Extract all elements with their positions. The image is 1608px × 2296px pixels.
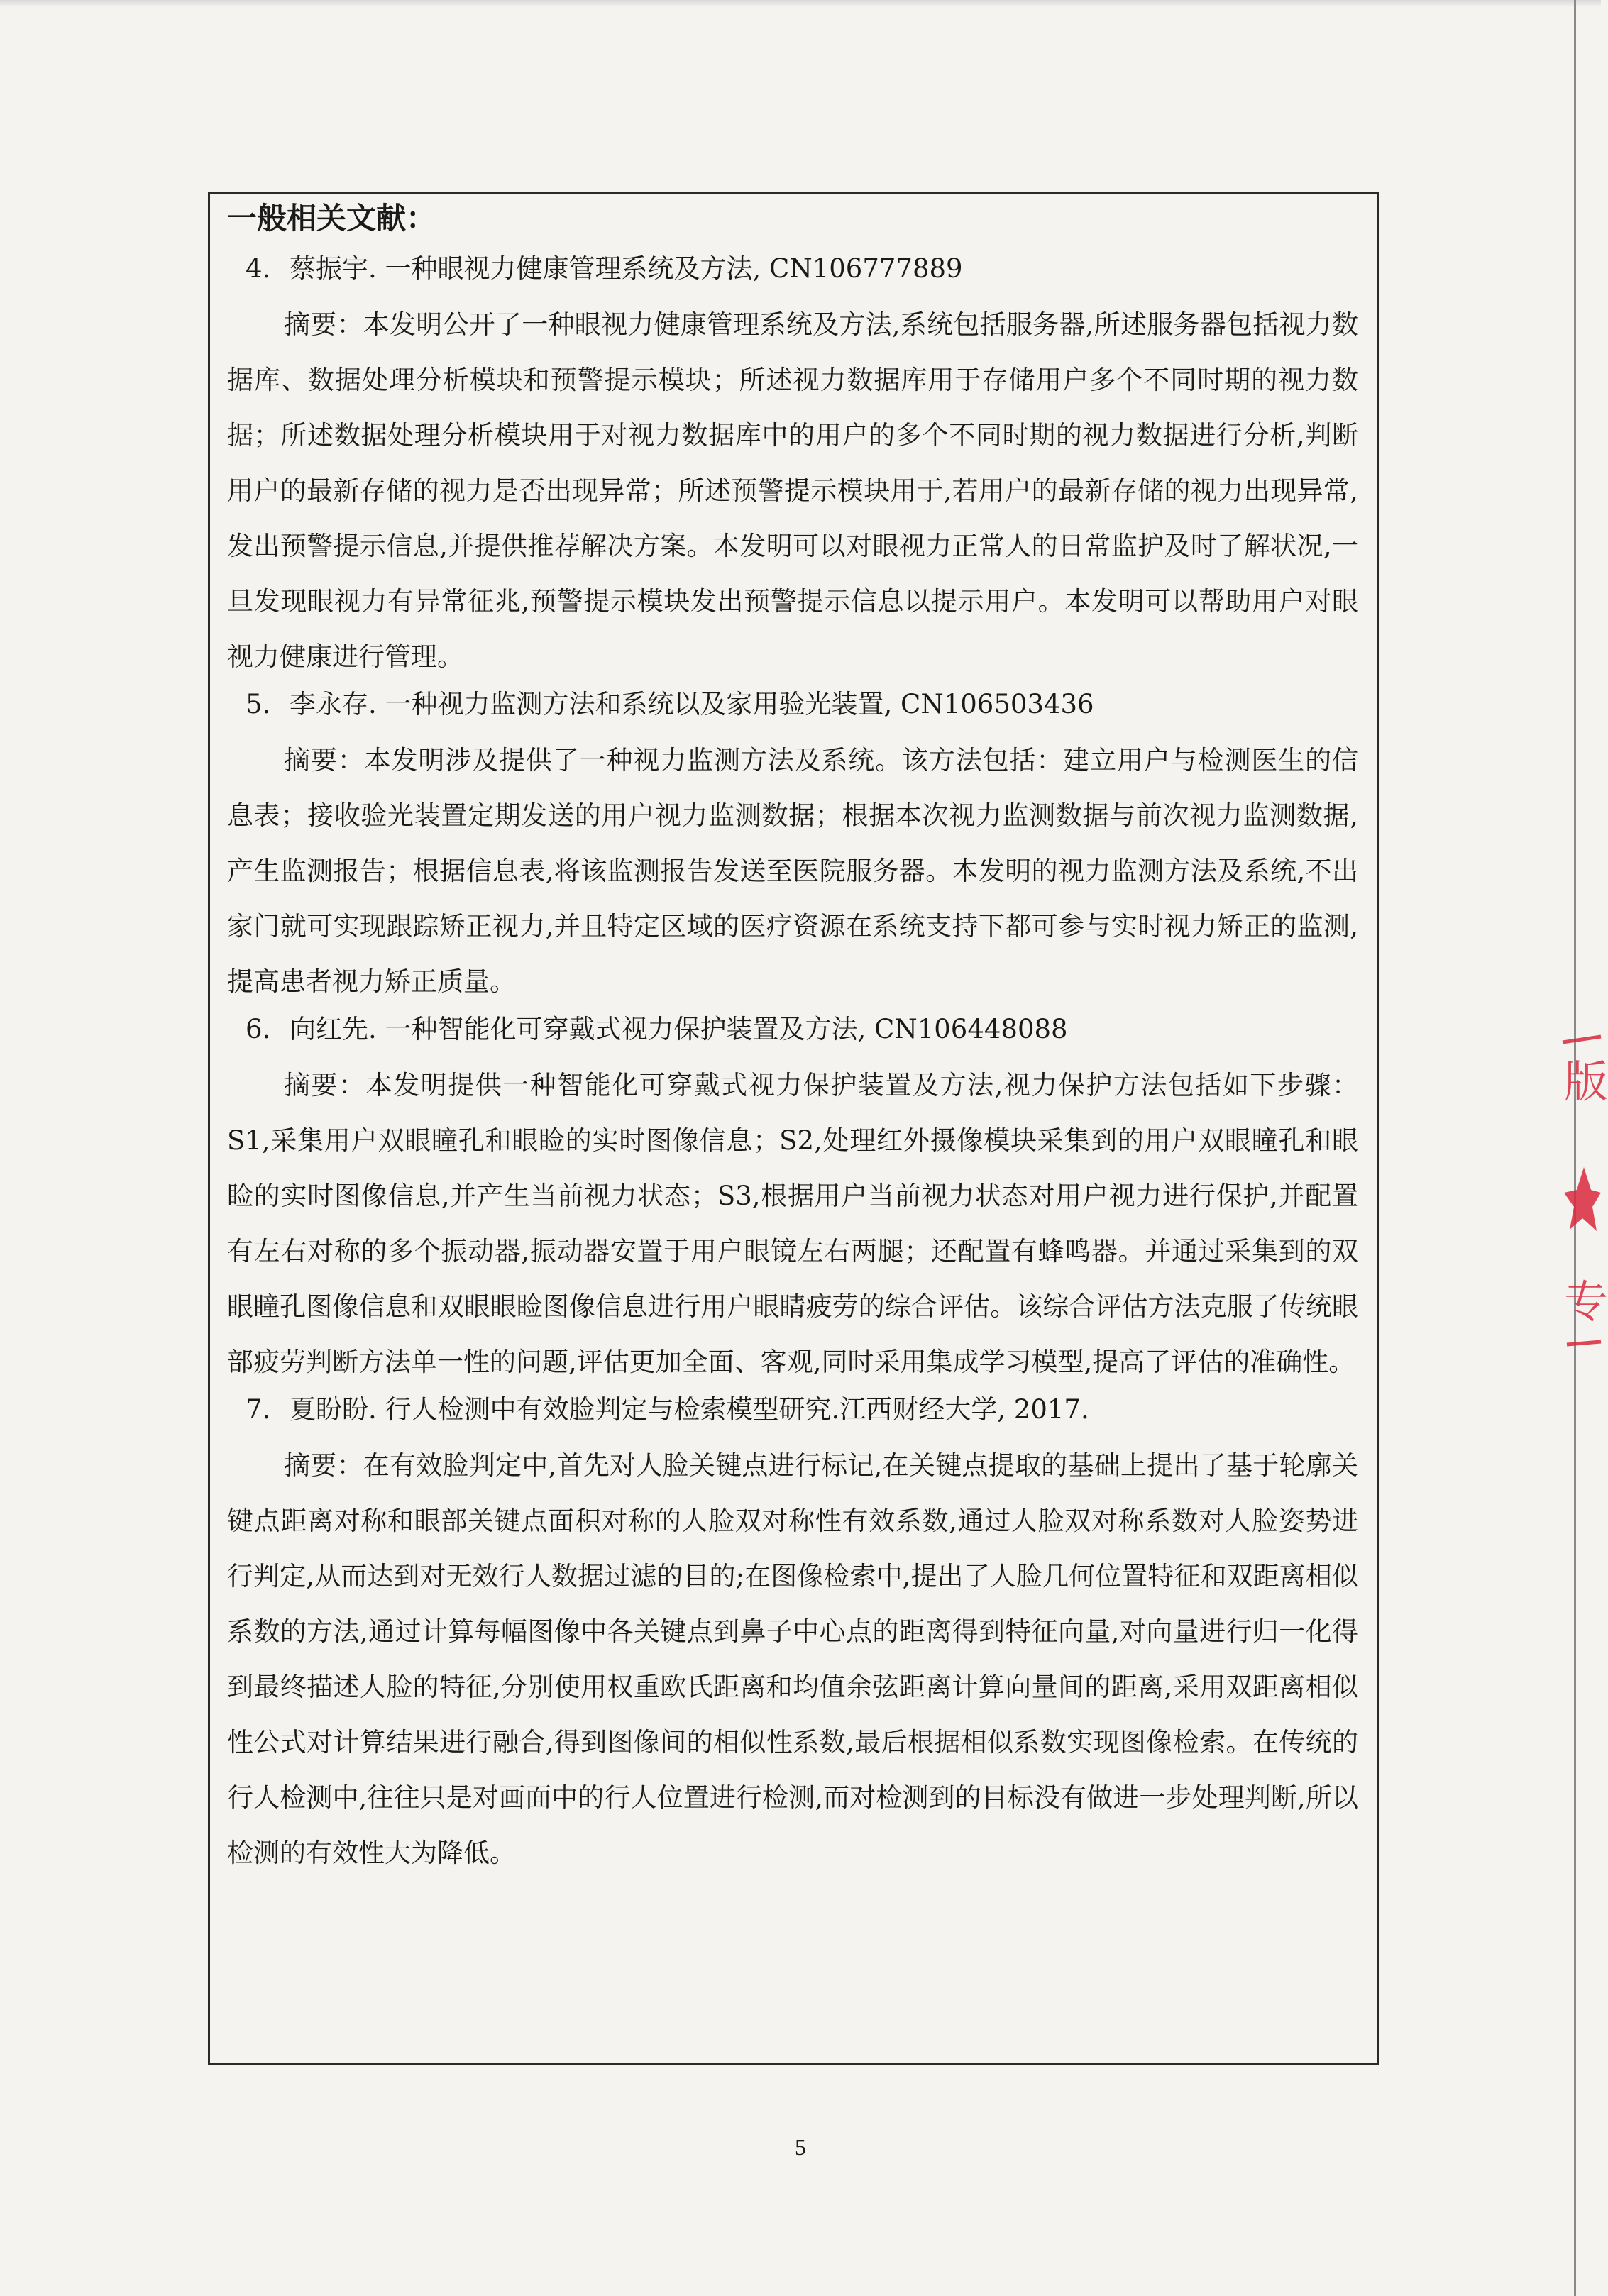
reference-citation: 李永存. 一种视力监测方法和系统以及家用验光装置, CN106503436 xyxy=(290,689,1094,719)
reference-number: 6. xyxy=(246,1014,271,1044)
reference-citation-line xyxy=(227,1393,1358,1427)
reference-abstract: 摘要：在有效脸判定中,首先对人脸关键点进行标记,在关键点提取的基础上提出了基于轮廓关键点距离对称和眼部关键点面积对称的人脸双对称性有效系数,通过人脸双对称系数对人脸姿势进行判定,从而达到对无效行人数据过滤的目的;在图像检索中,提出了人脸几何位置特征和双距离相似系数的方法,通过计算每幅图像中各关键点到鼻子中心点的距离得到特征向量,对向量进行归一化得到最终描述人脸的特征,分别使用权重欧氏距离和均值余弦距离计算向量间的距离,采用双距离相似性公式对计算结果进行融合,得到图像间的相似性系数,最后根据相似系数实现图像检索。在传统的行人检测中,往往只是对画面中的行人位置进行检测,而对检测到的目标没有做进一步处理判断,所以检测的有效性大为降低。 xyxy=(227,1450,1358,1868)
reference-citation-line xyxy=(227,1012,1358,1047)
scan-top-edge xyxy=(0,0,1601,7)
reference-abstract: 摘要：本发明公开了一种眼视力健康管理系统及方法,系统包括服务器,所述服务器包括视力数据库、数据处理分析模块和预警提示模块；所述视力数据库用于存储用户多个不同时期的视力数据；所述数据处理分析模块用于对视力数据库中的用户的多个不同时期的视力数据进行分析,判断用户的最新存储的视力是否出现异常；所述预警提示模块用于,若用户的最新存储的视力出现异常,发出预警提示信息,并提供推荐解决方案。本发明可以对眼视力正常人的日常监护及时了解状况,一旦发现眼视力有异常征兆,预警提示模块发出预警提示信息以提示用户。本发明可以帮助用户对眼视力健康进行管理。 xyxy=(227,309,1358,672)
reference-citation: 向红先. 一种智能化可穿戴式视力保护装置及方法, CN106448088 xyxy=(290,1014,1068,1044)
reference-number: 5. xyxy=(246,689,271,719)
section-title: 一般相关文献： xyxy=(227,201,436,236)
reference-citation-line xyxy=(227,688,1358,722)
page-number: 5 xyxy=(795,2134,806,2160)
references-box xyxy=(208,192,1379,2065)
references-content xyxy=(210,194,1377,1881)
reference-citation: 蔡振宇. 一种眼视力健康管理系统及方法, CN106777889 xyxy=(290,253,963,284)
reference-item xyxy=(227,252,1358,685)
reference-item xyxy=(227,688,1358,1010)
reference-citation: 夏盼盼. 行人检测中有效脸判定与检索模型研究.江西财经大学, 2017. xyxy=(290,1394,1089,1425)
reference-abstract: 摘要：本发明涉及提供了一种视力监测方法及系统。该方法包括：建立用户与检测医生的信息表；接收验光装置定期发送的用户视力监测数据；根据本次视力监测数据与前次视力监测数据,产生监测报告；根据信息表,将该监测报告发送至医院服务器。本发明的视力监测方法及系统,不出家门就可实现跟踪矫正视力,并且特定区域的医疗资源在系统支持下都可参与实时视力矫正的监测,提高患者视力矫正质量。 xyxy=(227,745,1358,997)
reference-number: 4. xyxy=(246,253,271,284)
reference-abstract: 摘要：本发明提供一种智能化可穿戴式视力保护装置及方法,视力保护方法包括如下步骤：S1,采集用户双眼瞳孔和眼睑的实时图像信息；S2,处理红外摄像模块采集到的用户双眼瞳孔和眼睑的实时图像信息,并产生当前视力状态；S3,根据用户当前视力状态对用户视力进行保护,并配置有左右对称的多个振动器,振动器安置于用户眼镜左右两腿；还配置有蜂鸣器。并通过采集到的双眼瞳孔图像信息和双眼眼睑图像信息进行用户眼睛疲劳的综合评估。该综合评估方法克服了传统眼部疲劳判断方法单一性的问题,评估更加全面、客观,同时采用集成学习模型,提高了评估的准确性。 xyxy=(227,1070,1358,1377)
stamp-char: 专 xyxy=(1564,1276,1608,1328)
reference-item xyxy=(227,1012,1358,1390)
reference-number: 7. xyxy=(246,1394,271,1425)
stamp-char: 版 xyxy=(1564,1056,1608,1108)
red-stamp-fragment xyxy=(1557,1032,1608,1366)
reference-item xyxy=(227,1393,1358,1881)
reference-citation-line xyxy=(227,252,1358,286)
